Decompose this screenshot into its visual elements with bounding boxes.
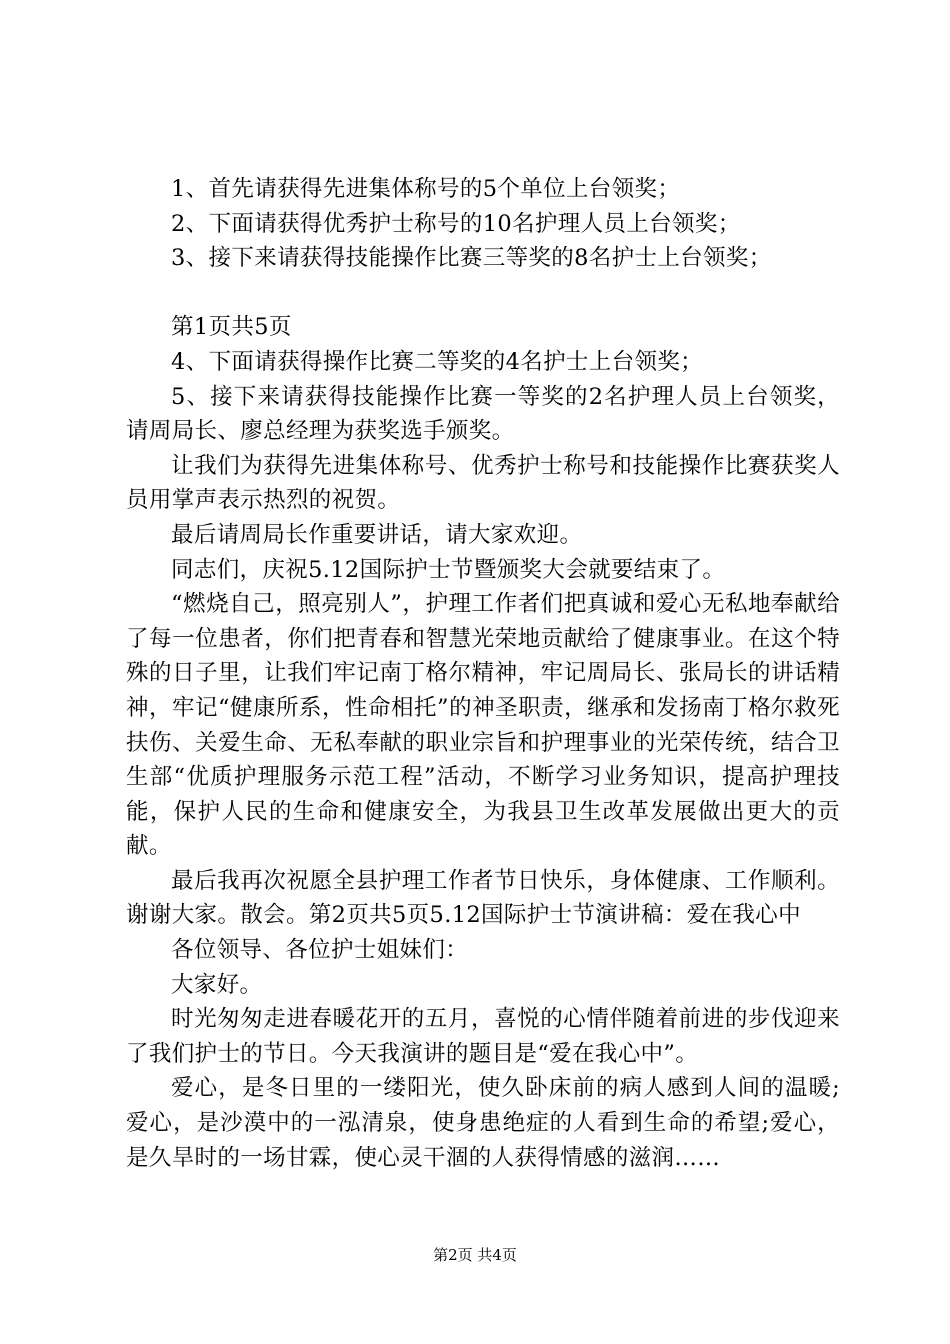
- paragraph: 5、接下来请获得技能操作比赛一等奖的2名护理人员上台领奖，请周局长、廖总经理为获奖选手颁奖。: [126, 383, 840, 445]
- paragraph: 让我们为获得先进集体称号、优秀护士称号和技能操作比赛获奖人员用掌声表示热烈的祝贺。: [126, 452, 840, 514]
- paragraph: 最后我再次祝愿全县护理工作者节日快乐，身体健康、工作顺利。谢谢大家。散会。第2页共5页5.12国际护士节演讲稿：爱在我心中: [126, 867, 840, 929]
- paragraph: 4、下面请获得操作比赛二等奖的4名护士上台领奖；: [171, 348, 704, 375]
- paragraph: 1、首先请获得先进集体称号的5个单位上台领奖；: [171, 176, 681, 202]
- paragraph: 爱心，是冬日里的一缕阳光，使久卧床前的病人感到人间的温暖;爱心，是沙漠中的一泓清泉，使身患绝症的人看到生命的希望;爱心，是久旱时的一场甘霖，使心灵干涸的人获得情感的滋润……: [126, 1075, 840, 1171]
- paragraph: 同志们，庆祝5.12国际护士节暨颁奖大会就要结束了。: [171, 556, 726, 583]
- paragraph: 大家好。: [171, 971, 263, 998]
- page-footer: [0, 1245, 950, 1265]
- paragraph: 第1页共5页: [171, 314, 292, 341]
- blank-line: [126, 276, 840, 311]
- paragraph: 时光匆匆走进春暖花开的五月，喜悦的心情伴随着前进的步伐迎来了我们护士的节日。今天我演讲的题目是“爱在我心中”。: [126, 1006, 840, 1067]
- paragraph: 2、下面请获得优秀护士称号的10名护理人员上台领奖；: [171, 210, 741, 237]
- paragraph: 各位领导、各位护士姐妹们：: [171, 937, 469, 964]
- page-number: 第2页 共4页: [433, 1246, 517, 1264]
- paragraph: 3、接下来请获得技能操作比赛三等奖的8名护士上台领奖；: [171, 245, 772, 272]
- paragraph: 最后请周局长作重要讲话，请大家欢迎。: [171, 521, 583, 548]
- paragraph: “燃烧自己，照亮别人”，护理工作者们把真诚和爱心无私地奉献给了每一位患者，你们把青春和智慧光荣地贡献给了健康事业。在这个特殊的日子里，让我们牢记南丁格尔精神，牢记周局长、张局长的讲话精神，牢记“健康所系，性命相托”的神圣职责，继承和发扬南丁格尔救死扶伤、关爱生命、无私奉献的职业宗旨和护理事业的光荣传统，结合卫生部“优质护理服务示范工程”活动，不断学习业务知识，提高护理技能，保护人民的生命和健康安全，为我县卫生改革发展做出更大的贡献。: [126, 591, 840, 860]
- document-body: [126, 172, 840, 1175]
